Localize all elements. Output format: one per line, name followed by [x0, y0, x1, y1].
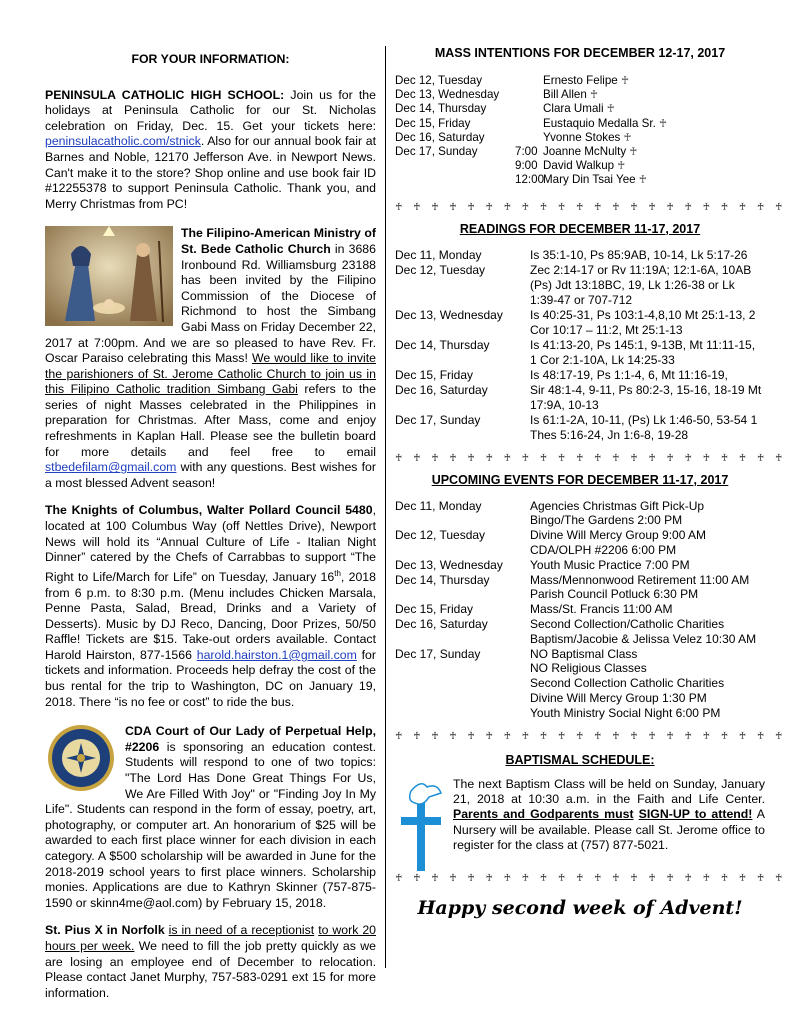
cross-icon: ♰ [413, 872, 432, 884]
cross-icon: ♰ [395, 452, 414, 464]
cross-icon: ♰ [702, 730, 721, 742]
cross-icon: ♰ [720, 452, 739, 464]
cross-icon: ♰ [594, 872, 613, 884]
cross-icon: ♰ [431, 872, 450, 884]
cross-icon: ♰ [666, 452, 685, 464]
pius-text: We need to fill the job pretty quickly as we are losing an employee end of December to relocation. Please contact Janet Murphy, 757-583-0291 ext 15 for more information. [45, 938, 376, 1000]
cross-icon: ♰ [539, 452, 558, 464]
cross-icon: ♰ [684, 872, 703, 884]
filipino-text-1: in 3686 Ironbound Rd. Williamsburg 23188 has been invited by the Filipino Commission of the Diocese of Richmond to host the Simbang Gabi Mass on Friday December 22, 2017 at 7:00pm. And we are so pleased to have Rev. Fr. Oscar Paraiso celebrating this Mass! [45, 241, 376, 366]
cross-icon: ♰ [603, 103, 615, 116]
cross-icon: ♰ [738, 872, 757, 884]
event-item: NO Baptismal Class [530, 646, 638, 661]
cross-icon: ♰ [503, 201, 522, 213]
mass-time [515, 117, 543, 131]
cross-icon: ♰ [594, 201, 613, 213]
event-day: Dec 14, Thursday [395, 572, 490, 587]
cross-icon: ♰ [413, 452, 432, 464]
mass-name [543, 88, 758, 102]
event-day: Dec 13, Wednesday [395, 557, 503, 572]
reading-text: Is 35:1-10, Ps 85:9AB, 10-14, Lk 5:17-26 [530, 247, 748, 262]
event-item: Second Collection/Catholic Charities [530, 617, 725, 631]
reading-text: Is 41:13-20, Ps 145:1, 9-13B, Mt 11:11-15, 1 Cor 2:1-10A, Lk 14:25-33 [530, 337, 756, 367]
cross-icon: ♰ [449, 872, 468, 884]
cross-icon: ♰ [449, 730, 468, 742]
pius-title: St. Pius X in Norfolk [45, 923, 165, 938]
mass-day: Dec 16, Saturday [395, 130, 485, 144]
cross-icon: ♰ [575, 730, 595, 742]
mass-name [543, 159, 758, 173]
reading-text: Is 40:25-31, Ps 103:1-4,8,10 Mt 25:1-13, 2 Cor 10:17 – 11:2, Mt 25:1-13 [530, 307, 756, 337]
baptism-text-2: A Nursery will be available. Please call St. Jerome office to register for the class at (757) 877-5021. [453, 807, 765, 853]
readings-title: READINGS FOR DECEMBER 11-17, 2017 [459, 221, 701, 236]
cross-icon: ♰ [617, 75, 630, 87]
cross-icon: ♰ [666, 201, 685, 213]
koc-text-1: , located at 100 Columbus Way (off Nettles Drive), Newport News will hold its “Annual Culture of Life - Italian Night Dinner” catered by the Chefs of Carrabbas to support “The Right to Life/March for Life” on Tuesday, January 16 [45, 503, 376, 584]
mass-name [543, 117, 758, 131]
cross-icon: ♰ [521, 872, 540, 884]
event-item: Bingo/The Gardens 2:00 PM [530, 513, 683, 528]
readings-section [395, 222, 765, 443]
cross-icon: ♰ [503, 730, 522, 742]
cross-icon: ♰ [612, 201, 631, 213]
reading-day: Dec 13, Wednesday [395, 307, 503, 322]
event-items [530, 528, 765, 558]
cross-icon: ♰ [557, 201, 576, 213]
event-day: Dec 16, Saturday [395, 617, 488, 631]
event-item: Mass/Mennonwood Retirement 11:00 AM [530, 572, 750, 587]
mass-time [515, 102, 543, 116]
mass-title: MASS INTENTIONS FOR DECEMBER 12-17, 2017 [434, 46, 726, 60]
cross-icon: ♰ [774, 872, 793, 884]
cross-icon: ♰ [413, 201, 432, 213]
cross-icon: ♰ [702, 452, 721, 464]
reading-text: Is 61:1-2A, 10-11, (Ps) Lk 1:46-50, 53-54 1 Thes 5:16-24, Jn 1:6-8, 19-28 [530, 412, 758, 442]
event-item: Second Collection Catholic Charities [530, 676, 725, 691]
event-items [530, 617, 765, 647]
mass-name [543, 173, 758, 187]
column-divider [385, 46, 386, 968]
cross-icon: ♰ [756, 452, 775, 464]
cross-divider [395, 452, 793, 467]
cross-icon: ♰ [648, 452, 667, 464]
cross-icon: ♰ [594, 452, 613, 464]
cross-icon: ♰ [774, 452, 793, 464]
filipino-underlined: We would like to invite the parishioners of St. Jerome Catholic Church to join us in this Filipino Catholic tradition Simbang Gabi [45, 351, 376, 397]
event-day: Dec 17, Sunday [395, 646, 481, 661]
baptism-section [395, 753, 765, 854]
cda-title: CDA Court of Our Lady of Perpetual Help, #2206 [125, 724, 376, 754]
mass-name [543, 102, 758, 116]
mass-intentions-section [395, 46, 765, 188]
events-section [395, 473, 765, 721]
cross-icon: ♰ [720, 201, 739, 213]
koc-text-2: , 2018 from 6 p.m. to 8:30 p.m. (Menu includes Chicken Marsala, Penne Pasta, Salad, Bread, Drinks and a Variety of Desserts). Music by DJ Reco, Dancing, Door Prizes, 50/50 Raffle! Tickets are $15. Take-out orders available. Contact Harold Hairston, 877-1566 [45, 569, 376, 662]
cross-icon: ♰ [630, 452, 649, 464]
cross-icon: ♰ [655, 117, 668, 130]
event-items [530, 573, 765, 603]
reading-text: Zec 2:14-17 or Rv 11:19A; 12:1-6A, 10AB (Ps) Jdt 13:18BC, 19, Lk 1:26-38 or Lk 1:39-47 or 707-712 [530, 262, 752, 307]
cross-icon: ♰ [431, 452, 450, 464]
closing-message: Happy second week of Advent! [417, 896, 743, 919]
cross-icon: ♰ [485, 872, 504, 884]
nativity-image [45, 226, 173, 326]
cross-icon: ♰ [449, 201, 468, 213]
cross-icon: ♰ [431, 730, 450, 742]
mass-time [515, 131, 543, 145]
cross-icon: ♰ [684, 452, 703, 464]
mass-time [515, 74, 543, 88]
cross-icon: ♰ [557, 872, 576, 884]
event-items [530, 647, 765, 721]
mass-day [395, 159, 515, 173]
reading-day: Dec 17, Sunday [395, 412, 481, 427]
reading-text: Sir 48:1-4, 9-11, Ps 80:2-3, 15-16, 18-19 Mt 17:9A, 10-13 [530, 382, 762, 412]
pch-text-1: Join us for the holidays at Peninsula Catholic for our St. Nicholas celebration on Friday, Dec. 15. Get your tickets here: [45, 87, 376, 133]
cross-icon: ♰ [774, 730, 793, 742]
pch-paragraph [45, 88, 376, 213]
cross-icon: ♰ [738, 452, 757, 464]
event-items [530, 602, 765, 617]
koc-sup: th [334, 568, 341, 578]
cross-icon: ♰ [521, 201, 540, 213]
mass-name [543, 74, 758, 88]
pius-underlined-2: to work 20 hours per week. [45, 923, 377, 953]
cross-icon: ♰ [594, 730, 613, 742]
event-item: CDA/OLPH #2206 6:00 PM [530, 543, 677, 558]
event-item: Agencies Christmas Gift Pick-Up [530, 498, 705, 513]
cross-icon: ♰ [521, 730, 540, 742]
reading-day: Dec 15, Friday [395, 367, 474, 382]
cross-icon: ♰ [612, 452, 631, 464]
cross-icon: ♰ [666, 872, 685, 884]
cross-icon: ♰ [666, 730, 685, 742]
baptism-text-1: The next Baptism Class will be held on Sunday, January 21, 2018 at 10:30 a.m. in the Faith and Life Center. [453, 776, 765, 806]
mass-day: Dec 13, Wednesday [395, 88, 500, 102]
mass-day: Dec 15, Friday [395, 116, 471, 130]
cross-icon: ♰ [467, 730, 486, 742]
cross-icon: ♰ [395, 872, 414, 884]
event-item: Baptism/Jacobie & Jelissa Velez 10:30 AM [530, 631, 757, 646]
left-column [45, 52, 376, 1001]
event-item: Youth Music Practice 7:00 PM [530, 557, 690, 572]
cross-icon: ♰ [738, 201, 757, 213]
mass-time: 12:00 [515, 173, 545, 187]
mass-name [543, 131, 758, 145]
mass-name-text: Clara Umali [543, 102, 604, 116]
cross-icon: ♰ [620, 131, 632, 144]
event-item: Parish Council Potluck 6:30 PM [530, 587, 699, 602]
pius-paragraph [45, 923, 376, 1001]
reading-day: Dec 11, Monday [395, 247, 482, 262]
cross-icon: ♰ [557, 452, 576, 464]
mass-name-text: Yvonne Stokes [543, 130, 621, 144]
cross-icon: ♰ [485, 201, 504, 213]
cda-text: is sponsoring an education contest. Students will respond to one of two topics: "The Lord Has Done Great Things For Us, We Are Filled With Joy" or "Finding Joy In My Life". Students can respond in the form of essay, poetry, art, photography, or computer art. An honorarium of $25 will be awarded to each first place winner for each division in each category. A $500 scholarship will be awarded in June for the 2018-2019 school years to first place winners. Scholarship monies. Applications are due to Kathryn Skinner (757-875-1590 or skinn4me@aol.com) by February 15, 2018. [45, 739, 376, 910]
cross-icon: ♰ [539, 201, 558, 213]
mass-day: Dec 12, Tuesday [395, 74, 483, 87]
mass-name-text: Eustaquio Medalla Sr. [543, 116, 656, 130]
mass-time: 7:00 [515, 145, 538, 159]
events-table [395, 499, 765, 721]
cross-icon: ♰ [575, 872, 595, 884]
dove-cross-icon [397, 777, 445, 873]
cross-icon: ♰ [614, 160, 626, 173]
filipino-paragraph [45, 226, 376, 491]
reading-day: Dec 16, Saturday [395, 382, 488, 397]
cross-icon: ♰ [630, 872, 649, 884]
cross-icon: ♰ [539, 872, 558, 884]
baptism-bold-1: Parents and Godparents must [453, 807, 634, 822]
event-day: Dec 15, Friday [395, 602, 474, 617]
event-item: Youth Ministry Social Night 6:00 PM [530, 705, 721, 720]
mass-time [515, 88, 543, 102]
koc-text-3: for tickets and information. Proceeds help defray the cost of the bus rental for the trip to Washington, DC on January 19, 2018. There “is no fee or cost” to ride the bus. [45, 647, 376, 709]
cross-icon: ♰ [630, 730, 649, 742]
events-title: UPCOMING EVENTS FOR DECEMBER 11-17, 2017 [431, 472, 729, 487]
cross-icon: ♰ [467, 201, 486, 213]
cross-icon: ♰ [648, 201, 667, 213]
mass-day: Dec 14, Thursday [395, 102, 487, 116]
event-items [530, 499, 765, 529]
mass-name-text: Mary Din Tsai Yee [543, 173, 636, 187]
filipino-title: The Filipino-American Ministry of St. Bede Catholic Church [181, 226, 376, 256]
cross-icon: ♰ [557, 730, 576, 742]
cross-icon: ♰ [626, 146, 638, 159]
right-column [395, 46, 793, 919]
cross-icon: ♰ [720, 872, 739, 884]
cross-icon: ♰ [503, 872, 522, 884]
pius-underlined-1: is in need of a receptionist [168, 923, 315, 938]
cross-icon: ♰ [756, 872, 775, 884]
cross-icon: ♰ [539, 730, 558, 742]
reading-day: Dec 14, Thursday [395, 337, 490, 352]
reading-text: Is 48:17-19, Ps 1:1-4, 6, Mt 11:16-19, [530, 367, 728, 382]
cross-icon: ♰ [467, 872, 486, 884]
event-items [530, 558, 765, 573]
cross-icon: ♰ [467, 452, 486, 464]
filipino-text-3: with any questions. Best wishes for a most blessed Advent season! [45, 460, 376, 490]
cross-icon: ♰ [395, 201, 414, 213]
koc-paragraph [45, 503, 376, 710]
cross-icon: ♰ [575, 201, 595, 213]
cross-icon: ♰ [720, 730, 739, 742]
koc-title: The Knights of Columbus, Walter Pollard Council 5480 [45, 503, 373, 518]
cross-icon: ♰ [586, 89, 599, 102]
mass-name-text: David Walkup [543, 159, 615, 173]
cross-icon: ♰ [702, 201, 721, 213]
cross-icon: ♰ [648, 872, 667, 884]
cross-icon: ♰ [684, 730, 703, 742]
cross-icon: ♰ [449, 452, 468, 464]
event-item: Divine Will Mercy Group 1:30 PM [530, 690, 707, 705]
cross-divider [395, 201, 793, 216]
filipino-email-link[interactable]: stbedefilam@gmail.com [45, 460, 177, 475]
cross-icon: ♰ [702, 872, 721, 884]
event-day: Dec 11, Monday [395, 498, 482, 513]
cross-icon: ♰ [630, 201, 649, 213]
cross-divider [395, 730, 793, 745]
baptism-bold-2: SIGN-UP to attend! [638, 807, 753, 822]
cross-icon: ♰ [521, 452, 540, 464]
cross-icon: ♰ [575, 452, 595, 464]
event-day: Dec 12, Tuesday [395, 528, 486, 543]
pch-text-2: . Also for our annual book fair at Barnes and Noble, 12170 Jefferson Ave. in Newport News. Can't make it to the store? Shop online and use book fair ID #12255378 to support Peninsula Catholic. Thank you, and Merry Christmas from PC! [45, 134, 376, 211]
cross-icon: ♰ [756, 730, 775, 742]
mass-time: 9:00 [515, 159, 538, 173]
reading-day: Dec 12, Tuesday [395, 262, 486, 277]
cross-icon: ♰ [503, 452, 522, 464]
event-item: NO Religious Classes [530, 661, 647, 676]
cross-icon: ♰ [431, 201, 450, 213]
cross-icon: ♰ [774, 201, 793, 213]
pch-title: PENINSULA CATHOLIC HIGH SCHOOL: [45, 87, 285, 102]
mass-name-text: Bill Allen [543, 88, 587, 102]
cda-paragraph [45, 724, 376, 911]
cross-divider [395, 872, 793, 887]
cda-seal-image [47, 724, 115, 792]
mass-day [395, 173, 515, 187]
cross-icon: ♰ [756, 201, 775, 213]
mass-name-text: Joanne McNulty [543, 145, 627, 159]
pch-link[interactable]: peninsulacatholic.com/stnick [45, 134, 201, 149]
cross-icon: ♰ [485, 452, 504, 464]
mass-name-text: Ernesto Felipe [543, 74, 618, 87]
filipino-text-2: refers to the series of night Masses celebrated in the Philippines in preparation for Christmas. After Mass, come and enjoy refreshments in Kaplan Hall. Please see the bulletin board for more details and feel free to email [45, 382, 376, 459]
cross-icon: ♰ [635, 174, 647, 187]
cross-icon: ♰ [485, 730, 504, 742]
cross-icon: ♰ [612, 872, 631, 884]
mass-table [395, 74, 765, 188]
cross-icon: ♰ [395, 730, 414, 742]
mass-name [543, 145, 758, 159]
cross-icon: ♰ [413, 730, 432, 742]
info-heading: FOR YOUR INFORMATION: [131, 52, 290, 66]
cross-icon: ♰ [612, 730, 631, 742]
koc-email-link[interactable]: harold.hairston.1@gmail.com [196, 647, 357, 662]
cross-icon: ♰ [738, 730, 757, 742]
baptism-title: BAPTISMAL SCHEDULE: [505, 752, 655, 767]
mass-day: Dec 17, Sunday [395, 145, 478, 159]
cross-icon: ♰ [648, 730, 667, 742]
cross-icon: ♰ [684, 201, 703, 213]
event-item: Mass/St. Francis 11:00 AM [530, 602, 673, 617]
event-item: Divine Will Mercy Group 9:00 AM [530, 528, 707, 543]
readings-table [395, 248, 765, 443]
